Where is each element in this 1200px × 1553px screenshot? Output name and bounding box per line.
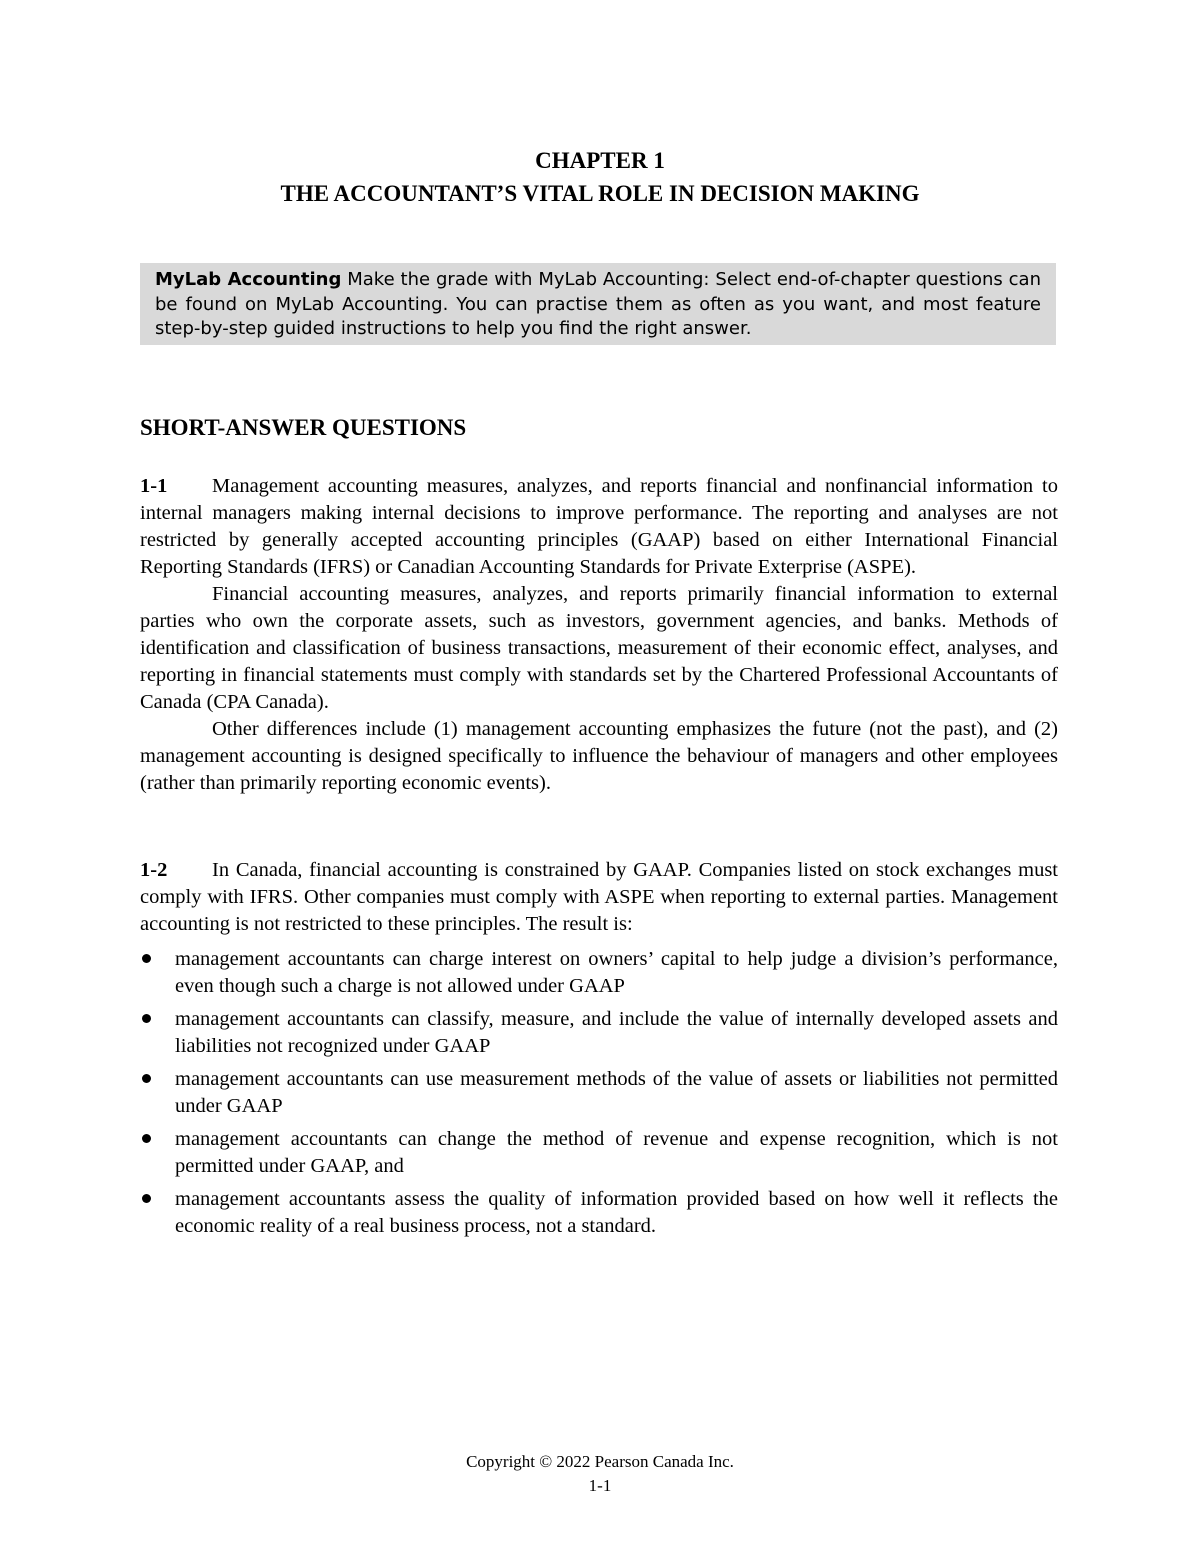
- list-item-text: management accountants can use measurement methods of the value of assets or liabilities not permitted under GAAP: [175, 1068, 1058, 1117]
- list-item: [140, 1006, 1058, 1060]
- copyright-notice: Copyright © 2022 Pearson Canada Inc.: [466, 1452, 734, 1471]
- q2-intro: [140, 857, 1058, 938]
- list-item: [140, 946, 1058, 1000]
- bullet-icon: [142, 1014, 151, 1023]
- bullet-icon: [142, 1194, 151, 1203]
- page-number: 1-1: [588, 1476, 612, 1495]
- list-item: [140, 1186, 1058, 1240]
- list-item-text: management accountants can change the method of revenue and expense recognition, which is not permitted under GAAP, and: [175, 1128, 1058, 1177]
- q1-paragraph-2: Financial accounting measures, analyzes, and reports primarily financial information to external parties who own the corporate assets, such as investors, government agencies, and banks. Methods of identification and classification of business transactions, measurement of their economic effect, analyses, and reporting in financial statements must comply with standards set by the Chartered Professional Accountants of Canada (CPA Canada).: [140, 583, 1058, 713]
- list-item-text: management accountants can classify, measure, and include the value of internally developed assets and liabilities not recognized under GAAP: [175, 1008, 1058, 1057]
- list-item-text: management accountants can charge interest on owners’ capital to help judge a division’s performance, even though such a charge is not allowed under GAAP: [175, 948, 1058, 997]
- bullet-icon: [142, 1134, 151, 1143]
- list-item: [140, 1066, 1058, 1120]
- question-1-2: [140, 857, 1058, 1246]
- q1-paragraph-1-text: Management accounting measures, analyzes, and reports financial and nonfinancial information to internal managers making internal decisions to improve performance. The reporting and analyses are not restricted by generally accepted accounting principles (GAAP) based on either International Financial Reporting Standards (IFRS) or Canadian Accounting Standards for Private Exterprise (ASPE).: [140, 475, 1058, 578]
- q1-paragraph-1: [140, 473, 1058, 581]
- section-title: SHORT-ANSWER QUESTIONS: [140, 415, 467, 440]
- chapter-title: THE ACCOUNTANT’S VITAL ROLE IN DECISION MAKING: [280, 181, 920, 206]
- bullet-icon: [142, 1074, 151, 1083]
- question-1-1: [140, 473, 1058, 797]
- list-item: [140, 1126, 1058, 1180]
- question-number: 1-2: [140, 859, 168, 881]
- q2-bullet-list: [140, 946, 1058, 1240]
- question-number: 1-1: [140, 475, 168, 497]
- mylab-brand: MyLab Accounting: [155, 269, 342, 290]
- chapter-heading: [0, 144, 1200, 210]
- page-footer: [0, 1450, 1200, 1498]
- mylab-text: Make the grade with MyLab Accounting: Select end-of-chapter questions can be found on MyLab Accounting. You can practise them as often as you want, and most feature step-by-step guided instructions to help you find the right answer.: [155, 269, 1041, 339]
- chapter-number: CHAPTER 1: [535, 148, 665, 173]
- bullet-icon: [142, 954, 151, 963]
- q2-intro-text: In Canada, financial accounting is constrained by GAAP. Companies listed on stock exchanges must comply with IFRS. Other companies must comply with ASPE when reporting to external parties. Management accounting is not restricted to these principles. The result is:: [140, 859, 1058, 935]
- list-item-text: management accountants assess the quality of information provided based on how well it reflects the economic reality of a real business process, not a standard.: [175, 1188, 1058, 1237]
- mylab-callout-box: [140, 263, 1056, 345]
- q1-paragraph-3: Other differences include (1) management accounting emphasizes the future (not the past), and (2) management accounting is designed specifically to influence the behaviour of managers and other employees (rather than primarily reporting economic events).: [140, 718, 1058, 794]
